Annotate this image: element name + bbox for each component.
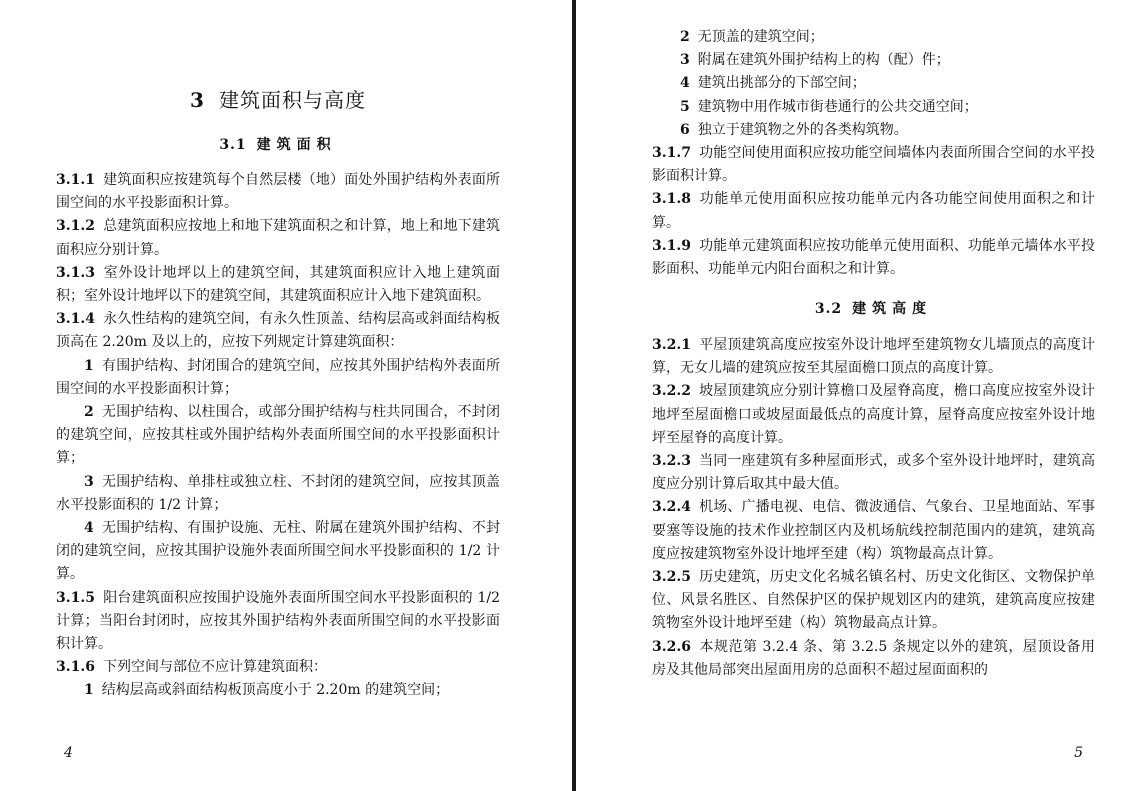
clause-number: 3.2.3 <box>652 453 691 470</box>
clause-3-2-5 <box>652 566 1095 636</box>
list-item <box>56 401 500 471</box>
clause-text: 阳台建筑面积应按围护设施外表面所围空间水平投影面积的 1/2 计算；当阳台封闭时，应按其外围护结构外表面所围空间的水平投影面积计算。 <box>56 589 500 653</box>
page-number-left: 4 <box>64 745 73 761</box>
section-title-3-2 <box>652 298 1095 318</box>
list-item <box>652 72 1095 95</box>
item-number: 1 <box>84 357 94 374</box>
clause-text: 建筑面积应按建筑每个自然层楼（地）面处外围护结构外表面所围空间的水平投影面积计算。 <box>56 172 500 212</box>
clause-3-2-3 <box>652 450 1095 496</box>
section-number: 3.1 <box>219 137 247 153</box>
clause-3-1-1 <box>56 169 500 215</box>
clause-text: 平屋顶建筑高度应按室外设计地坪至建筑物女儿墙顶点的高度计算，无女儿墙的建筑应按至其屋面檐口顶点的高度计算。 <box>652 337 1095 377</box>
clause-number: 3.2.5 <box>652 569 691 586</box>
item-number: 2 <box>84 404 94 421</box>
item-text: 无围护结构、以柱围合，或部分围护结构与柱共同围合，不封闭的建筑空间，应按其柱或外围护结构外表面所围空间的水平投影面积计算； <box>56 404 500 467</box>
clause-text: 下列空间与部位不应计算建筑面积： <box>102 659 327 676</box>
clause-number: 3.1.2 <box>56 218 95 235</box>
list-item <box>56 355 500 401</box>
item-text: 独立于建筑物之外的各类构筑物。 <box>697 121 908 138</box>
clause-3-2-1 <box>652 334 1095 380</box>
clause-3-1-3 <box>56 262 500 308</box>
item-number: 5 <box>680 98 690 115</box>
section-title-text: 建筑面积 <box>256 137 337 153</box>
clause-3-1-8 <box>652 188 1095 234</box>
item-number: 4 <box>84 520 94 537</box>
page-number-right: 5 <box>1074 745 1083 761</box>
clause-text: 永久性结构的建筑空间，有永久性顶盖、结构层高或斜面结构板顶高在 2.20m 及以上的，应按下列规定计算建筑面积： <box>56 311 500 351</box>
right-page <box>576 0 1139 791</box>
section-number: 3.2 <box>814 301 843 317</box>
clause-text: 坡屋顶建筑应分别计算檐口及屋脊高度，檐口高度应按室外设计地坪至屋面檐口或坡屋面最低点的高度计算，屋脊高度应按室外设计地坪至屋脊的高度计算。 <box>652 383 1095 446</box>
clause-text: 功能空间使用面积应按功能空间墙体内表面所围合空间的水平投影面积计算。 <box>652 145 1095 185</box>
clause-number: 3.2.1 <box>652 337 691 353</box>
item-number: 6 <box>680 121 690 138</box>
item-text: 无围护结构、有围护设施、无柱、附属在建筑外围护结构、不封闭的建筑空间，应按其围护设施外表面所围空间水平投影面积的 1/2 计算。 <box>56 520 500 583</box>
chapter-title-text: 建筑面积与高度 <box>218 88 366 112</box>
clause-3-1-7 <box>652 142 1095 188</box>
clause-number: 3.2.6 <box>652 638 691 655</box>
list-item <box>56 679 500 702</box>
clause-number: 3.1.1 <box>56 172 95 188</box>
list-item <box>56 471 500 517</box>
clause-number: 3.1.7 <box>652 145 691 162</box>
clause-3-1-9 <box>652 235 1095 281</box>
clause-text: 机场、广播电视、电信、微波通信、气象台、卫星地面站、军事要塞等设施的技术作业控制区内及机场航线控制范围内的建筑，建筑高度应按建筑物室外设计地坪至建（构）筑物最高点计算。 <box>652 499 1095 562</box>
item-number: 1 <box>84 682 94 699</box>
list-item <box>652 119 1095 142</box>
clause-3-2-2 <box>652 380 1095 450</box>
right-top-body <box>652 26 1095 281</box>
chapter-title <box>56 84 500 113</box>
item-text: 附属在建筑外围护结构上的构（配）件； <box>697 52 950 69</box>
right-body <box>652 334 1095 682</box>
clause-number: 3.1.3 <box>56 264 95 281</box>
item-text: 无顶盖的建筑空间； <box>697 29 824 45</box>
section-title-text: 建筑高度 <box>852 301 933 317</box>
left-body <box>56 169 500 703</box>
item-number: 4 <box>680 75 690 92</box>
clause-text: 室外设计地坪以上的建筑空间，其建筑面积应计入地上建筑面积；室外设计地坪以下的建筑空间，其建筑面积应计入地下建筑面积。 <box>56 264 500 305</box>
section-title-3-1 <box>56 134 500 154</box>
clause-number: 3.1.8 <box>652 191 691 208</box>
clause-3-1-2 <box>56 215 500 261</box>
list-item <box>652 96 1095 119</box>
item-text: 结构层高或斜面结构板顶高度小于 2.20m 的建筑空间； <box>101 682 450 699</box>
item-text: 建筑物中用作城市街巷通行的公共交通空间； <box>697 98 978 115</box>
list-item <box>56 517 500 587</box>
clause-number: 3.1.4 <box>56 311 95 328</box>
chapter-number: 3 <box>190 88 205 112</box>
clause-number: 3.2.2 <box>652 383 691 400</box>
clause-text: 总建筑面积应按地上和地下建筑面积之和计算，地上和地下建筑面积应分别计算。 <box>56 218 500 258</box>
clause-3-1-6 <box>56 656 500 679</box>
clause-3-2-4 <box>652 496 1095 566</box>
clause-text: 功能单元使用面积应按功能单元内各功能空间使用面积之和计算。 <box>652 191 1095 231</box>
clause-number: 3.1.9 <box>652 237 691 254</box>
clause-text: 功能单元建筑面积应按功能单元使用面积、功能单元墙体水平投影面积、功能单元内阳台面积之和计算。 <box>652 237 1095 278</box>
list-item <box>652 26 1095 49</box>
item-number: 3 <box>680 52 690 69</box>
clause-text: 当同一座建筑有多种屋面形式，或多个室外设计地坪时，建筑高度应分别计算后取其中最大值。 <box>652 453 1095 493</box>
item-number: 2 <box>680 29 690 45</box>
clause-3-1-4 <box>56 308 500 354</box>
item-text: 有围护结构、封闭围合的建筑空间，应按其外围护结构外表面所围空间的水平投影面积计算； <box>56 357 500 397</box>
item-text: 无围护结构、单排柱或独立柱、不封闭的建筑空间，应按其顶盖水平投影面积的 1/2 计算； <box>56 473 500 513</box>
clause-3-1-5 <box>56 587 500 657</box>
clause-number: 3.1.5 <box>56 589 95 606</box>
clause-number: 3.1.6 <box>56 659 95 676</box>
clause-text: 本规范第 3.2.4 条、第 3.2.5 条规定以外的建筑，屋顶设备用房及其他局部突出屋面用房的总面积不超过屋面面积的 <box>652 638 1095 678</box>
item-number: 3 <box>84 473 94 490</box>
clause-number: 3.2.4 <box>652 499 691 516</box>
clause-text: 历史建筑，历史文化名城名镇名村、历史文化街区、文物保护单位、风景名胜区、自然保护区的保护规划区内的建筑，建筑高度应按建筑物室外设计地坪至建（构）筑物最高点计算。 <box>652 569 1095 632</box>
list-item <box>652 49 1095 72</box>
clause-3-2-6 <box>652 636 1095 682</box>
item-text: 建筑出挑部分的下部空间； <box>697 75 866 92</box>
